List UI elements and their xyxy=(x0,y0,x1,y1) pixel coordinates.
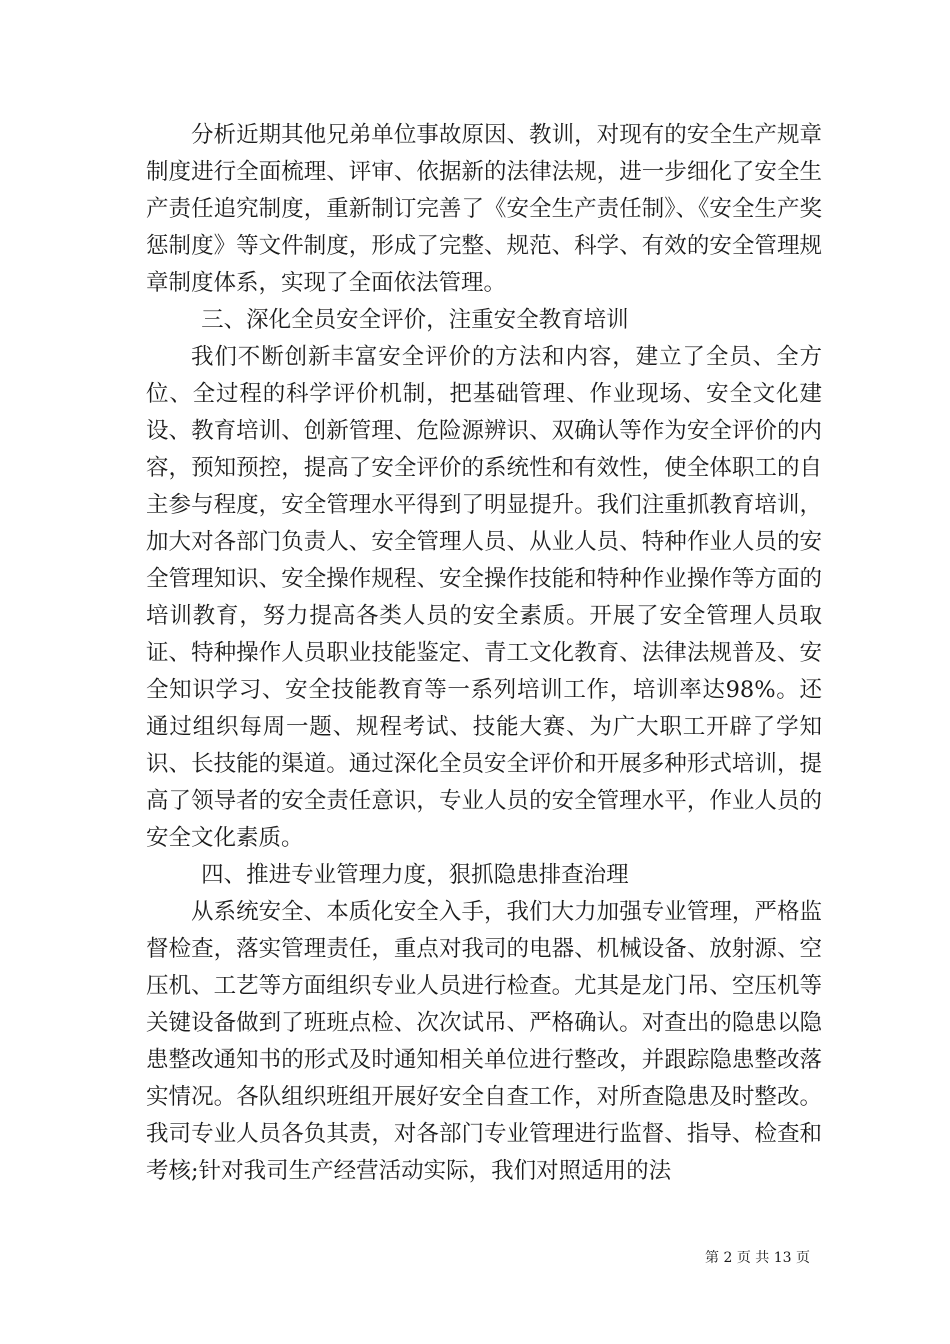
paragraph-professional-management: 从系统安全、本质化安全入手，我们大力加强专业管理，严格监督检查，落实管理责任，重点对我司的电器、机械设备、放射源、空压机、工艺等方面组织专业人员进行检查。尤其是龙门吊、空压机等关键设备做到了班班点检、次次试吊、严格确认。对查出的隐患以隐患整改通知书的形式及时通知相关单位进行整改，并跟踪隐患整改落实情况。各队组织班组开展好安全自查工作，对所查隐患及时整改。我司专业人员各负其责，对各部门专业管理进行监督、指导、检查和考核;针对我司生产经营活动实际，我们对照适用的法 xyxy=(146,899,822,1184)
section-heading-safety-evaluation: 三、深化全员安全评价，注重安全教育培训 xyxy=(201,307,629,333)
page-number-footer: 第 2 页 共 13 页 xyxy=(705,1250,810,1266)
section-heading-professional-management: 四、推进专业管理力度，狠抓隐患排查治理 xyxy=(201,862,629,888)
document-body xyxy=(146,117,822,1190)
paragraph-regulations: 分析近期其他兄弟单位事故原因、教训，对现有的安全生产规章制度进行全面梳理、评审、依据新的法律法规，进一步细化了安全生产责任追究制度，重新制订完善了《安全生产责任制》、《安全生产奖惩制度》等文件制度，形成了完整、规范、科学、有效的安全管理规章制度体系，实现了全面依法管理。 xyxy=(146,122,822,296)
paragraph-safety-evaluation: 我们不断创新丰富安全评价的方法和内容，建立了全员、全方位、全过程的科学评价机制，把基础管理、作业现场、安全文化建设、教育培训、创新管理、危险源辨识、双确认等作为安全评价的内容，预知预控，提高了安全评价的系统性和有效性，使全体职工的自主参与程度，安全管理水平得到了明显提升。我们注重抓教育培训，加大对各部门负责人、安全管理人员、从业人员、特种作业人员的安全管理知识、安全操作规程、安全操作技能和特种作业操作等方面的培训教育，努力提高各类人员的安全素质。开展了安全管理人员取证、特种操作人员职业技能鉴定、青工文化教育、法律法规普及、安全知识学习、安全技能教育等一系列培训工作，培训率达98%。还通过组织每周一题、规程考试、技能大赛、为广大职工开辟了学知识、长技能的渠道。通过深化全员安全评价和开展多种形式培训，提高了领导者的安全责任意识，专业人员的安全管理水平，作业人员的安全文化素质。 xyxy=(146,344,822,851)
